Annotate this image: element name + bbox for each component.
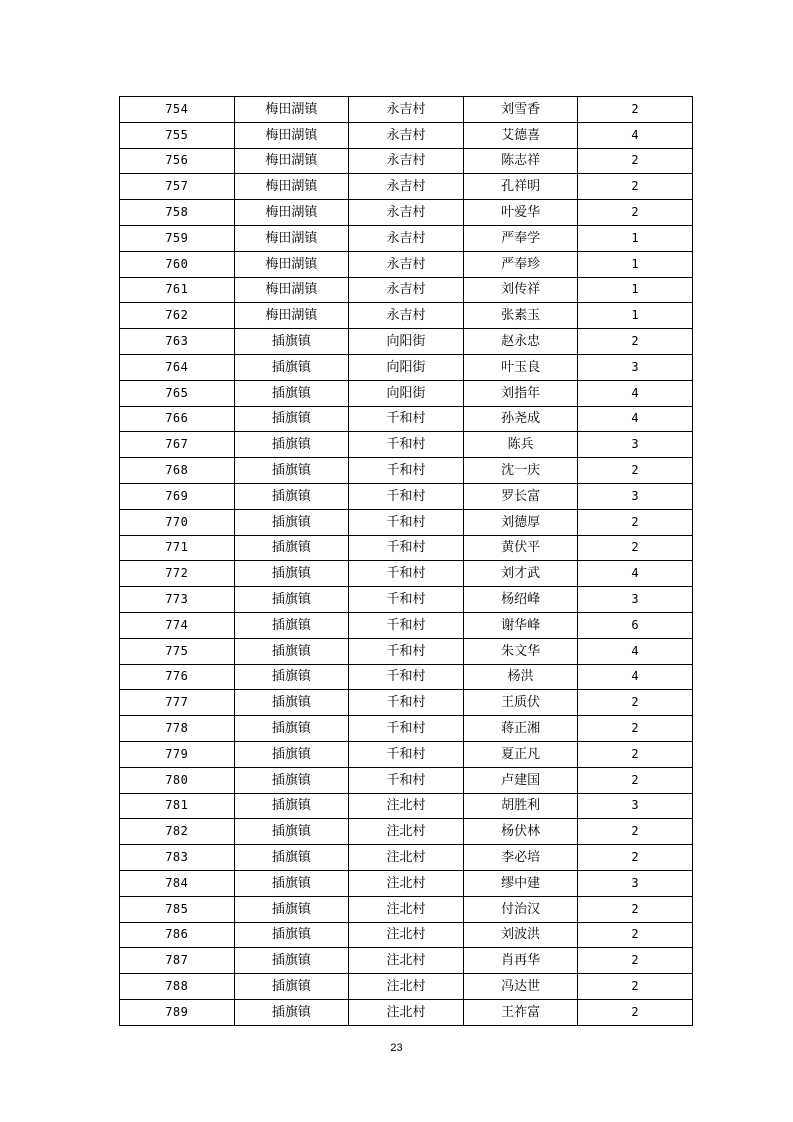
- table-row: [120, 483, 693, 509]
- name-cell: 付治汉: [463, 896, 578, 922]
- table-row: [120, 819, 693, 845]
- name-cell: 沈一庆: [463, 458, 578, 484]
- serial-number-cell: 766: [120, 406, 235, 432]
- count-cell: 4: [578, 122, 693, 148]
- count-cell: 2: [578, 200, 693, 226]
- name-cell: 肖再华: [463, 948, 578, 974]
- town-cell: 梅田湖镇: [234, 122, 349, 148]
- table-row: [120, 793, 693, 819]
- town-cell: 插旗镇: [234, 509, 349, 535]
- village-cell: 注北村: [349, 819, 464, 845]
- count-cell: 2: [578, 690, 693, 716]
- name-cell: 罗长富: [463, 483, 578, 509]
- town-cell: 插旗镇: [234, 767, 349, 793]
- serial-number-cell: 782: [120, 819, 235, 845]
- village-cell: 千和村: [349, 690, 464, 716]
- table-row: [120, 225, 693, 251]
- table-row: [120, 406, 693, 432]
- count-cell: 2: [578, 329, 693, 355]
- count-cell: 4: [578, 561, 693, 587]
- village-cell: 永吉村: [349, 303, 464, 329]
- town-cell: 插旗镇: [234, 793, 349, 819]
- count-cell: 3: [578, 483, 693, 509]
- village-cell: 向阳街: [349, 380, 464, 406]
- town-cell: 插旗镇: [234, 664, 349, 690]
- town-cell: 插旗镇: [234, 974, 349, 1000]
- count-cell: 2: [578, 741, 693, 767]
- count-cell: 2: [578, 922, 693, 948]
- name-cell: 孙尧成: [463, 406, 578, 432]
- count-cell: 2: [578, 845, 693, 871]
- serial-number-cell: 779: [120, 741, 235, 767]
- village-cell: 千和村: [349, 535, 464, 561]
- count-cell: 2: [578, 999, 693, 1025]
- village-cell: 向阳街: [349, 354, 464, 380]
- table-row: [120, 303, 693, 329]
- village-cell: 注北村: [349, 999, 464, 1025]
- table-row: [120, 999, 693, 1025]
- village-cell: 永吉村: [349, 200, 464, 226]
- village-cell: 千和村: [349, 664, 464, 690]
- village-cell: 千和村: [349, 406, 464, 432]
- serial-number-cell: 754: [120, 97, 235, 123]
- name-cell: 叶爱华: [463, 200, 578, 226]
- table-row: [120, 535, 693, 561]
- name-cell: 杨伏林: [463, 819, 578, 845]
- town-cell: 插旗镇: [234, 612, 349, 638]
- serial-number-cell: 788: [120, 974, 235, 1000]
- town-cell: 梅田湖镇: [234, 251, 349, 277]
- serial-number-cell: 759: [120, 225, 235, 251]
- name-cell: 杨洪: [463, 664, 578, 690]
- village-cell: 千和村: [349, 716, 464, 742]
- serial-number-cell: 762: [120, 303, 235, 329]
- village-cell: 千和村: [349, 741, 464, 767]
- village-cell: 注北村: [349, 922, 464, 948]
- name-cell: 刘雪香: [463, 97, 578, 123]
- village-cell: 永吉村: [349, 251, 464, 277]
- table-row: [120, 122, 693, 148]
- town-cell: 插旗镇: [234, 999, 349, 1025]
- serial-number-cell: 773: [120, 587, 235, 613]
- table-row: [120, 690, 693, 716]
- serial-number-cell: 756: [120, 148, 235, 174]
- town-cell: 插旗镇: [234, 406, 349, 432]
- table-row: [120, 974, 693, 1000]
- count-cell: 3: [578, 432, 693, 458]
- name-cell: 张素玉: [463, 303, 578, 329]
- count-cell: 1: [578, 225, 693, 251]
- count-cell: 2: [578, 819, 693, 845]
- serial-number-cell: 772: [120, 561, 235, 587]
- count-cell: 2: [578, 716, 693, 742]
- count-cell: 3: [578, 870, 693, 896]
- table-row: [120, 277, 693, 303]
- village-cell: 注北村: [349, 896, 464, 922]
- village-cell: 永吉村: [349, 225, 464, 251]
- serial-number-cell: 763: [120, 329, 235, 355]
- town-cell: 插旗镇: [234, 432, 349, 458]
- name-cell: 艾德喜: [463, 122, 578, 148]
- name-cell: 李必培: [463, 845, 578, 871]
- count-cell: 1: [578, 251, 693, 277]
- town-cell: 插旗镇: [234, 638, 349, 664]
- village-cell: 注北村: [349, 974, 464, 1000]
- village-cell: 千和村: [349, 767, 464, 793]
- count-cell: 2: [578, 767, 693, 793]
- village-cell: 注北村: [349, 870, 464, 896]
- town-cell: 插旗镇: [234, 716, 349, 742]
- table-row: [120, 664, 693, 690]
- table-row: [120, 148, 693, 174]
- name-cell: 刘德厚: [463, 509, 578, 535]
- serial-number-cell: 785: [120, 896, 235, 922]
- village-cell: 永吉村: [349, 97, 464, 123]
- town-cell: 插旗镇: [234, 458, 349, 484]
- count-cell: 2: [578, 458, 693, 484]
- serial-number-cell: 789: [120, 999, 235, 1025]
- count-cell: 2: [578, 174, 693, 200]
- table-row: [120, 845, 693, 871]
- serial-number-cell: 757: [120, 174, 235, 200]
- serial-number-cell: 770: [120, 509, 235, 535]
- table-row: [120, 329, 693, 355]
- name-cell: 胡胜利: [463, 793, 578, 819]
- count-cell: 4: [578, 664, 693, 690]
- serial-number-cell: 775: [120, 638, 235, 664]
- town-cell: 插旗镇: [234, 587, 349, 613]
- table-row: [120, 587, 693, 613]
- name-cell: 陈志祥: [463, 148, 578, 174]
- count-cell: 4: [578, 638, 693, 664]
- count-cell: 2: [578, 535, 693, 561]
- table-row: [120, 380, 693, 406]
- town-cell: 插旗镇: [234, 690, 349, 716]
- name-cell: 严奉学: [463, 225, 578, 251]
- town-cell: 插旗镇: [234, 819, 349, 845]
- village-cell: 注北村: [349, 845, 464, 871]
- town-cell: 插旗镇: [234, 561, 349, 587]
- table-row: [120, 251, 693, 277]
- town-cell: 插旗镇: [234, 483, 349, 509]
- name-cell: 赵永忠: [463, 329, 578, 355]
- name-cell: 蒋正湘: [463, 716, 578, 742]
- town-cell: 梅田湖镇: [234, 303, 349, 329]
- page-number: 23: [390, 1042, 403, 1054]
- count-cell: 2: [578, 974, 693, 1000]
- name-cell: 缪中建: [463, 870, 578, 896]
- count-cell: 4: [578, 406, 693, 432]
- town-cell: 插旗镇: [234, 329, 349, 355]
- records-table: [119, 96, 693, 1026]
- village-cell: 永吉村: [349, 148, 464, 174]
- count-cell: 3: [578, 587, 693, 613]
- table-row: [120, 896, 693, 922]
- town-cell: 梅田湖镇: [234, 97, 349, 123]
- town-cell: 插旗镇: [234, 741, 349, 767]
- serial-number-cell: 768: [120, 458, 235, 484]
- village-cell: 千和村: [349, 561, 464, 587]
- town-cell: 插旗镇: [234, 948, 349, 974]
- town-cell: 梅田湖镇: [234, 277, 349, 303]
- serial-number-cell: 780: [120, 767, 235, 793]
- table-row: [120, 509, 693, 535]
- village-cell: 永吉村: [349, 174, 464, 200]
- name-cell: 孔祥明: [463, 174, 578, 200]
- serial-number-cell: 776: [120, 664, 235, 690]
- name-cell: 夏正凡: [463, 741, 578, 767]
- serial-number-cell: 777: [120, 690, 235, 716]
- serial-number-cell: 787: [120, 948, 235, 974]
- village-cell: 千和村: [349, 509, 464, 535]
- serial-number-cell: 783: [120, 845, 235, 871]
- village-cell: 千和村: [349, 483, 464, 509]
- name-cell: 卢建国: [463, 767, 578, 793]
- table-row: [120, 870, 693, 896]
- table-row: [120, 97, 693, 123]
- serial-number-cell: 769: [120, 483, 235, 509]
- serial-number-cell: 760: [120, 251, 235, 277]
- village-cell: 向阳街: [349, 329, 464, 355]
- table-row: [120, 200, 693, 226]
- name-cell: 刘波洪: [463, 922, 578, 948]
- count-cell: 2: [578, 948, 693, 974]
- count-cell: 2: [578, 97, 693, 123]
- name-cell: 刘传祥: [463, 277, 578, 303]
- serial-number-cell: 786: [120, 922, 235, 948]
- table-row: [120, 922, 693, 948]
- table-row: [120, 638, 693, 664]
- serial-number-cell: 765: [120, 380, 235, 406]
- table-row: [120, 432, 693, 458]
- serial-number-cell: 761: [120, 277, 235, 303]
- name-cell: 陈兵: [463, 432, 578, 458]
- count-cell: 4: [578, 380, 693, 406]
- name-cell: 严奉珍: [463, 251, 578, 277]
- name-cell: 朱文华: [463, 638, 578, 664]
- count-cell: 1: [578, 277, 693, 303]
- table-row: [120, 948, 693, 974]
- town-cell: 插旗镇: [234, 870, 349, 896]
- serial-number-cell: 781: [120, 793, 235, 819]
- count-cell: 2: [578, 896, 693, 922]
- count-cell: 2: [578, 509, 693, 535]
- serial-number-cell: 778: [120, 716, 235, 742]
- table-row: [120, 741, 693, 767]
- village-cell: 千和村: [349, 612, 464, 638]
- name-cell: 谢华峰: [463, 612, 578, 638]
- town-cell: 插旗镇: [234, 896, 349, 922]
- count-cell: 1: [578, 303, 693, 329]
- town-cell: 梅田湖镇: [234, 225, 349, 251]
- serial-number-cell: 758: [120, 200, 235, 226]
- count-cell: 2: [578, 148, 693, 174]
- village-cell: 千和村: [349, 458, 464, 484]
- name-cell: 杨绍峰: [463, 587, 578, 613]
- records-table-body: [120, 97, 693, 1026]
- serial-number-cell: 767: [120, 432, 235, 458]
- name-cell: 冯达世: [463, 974, 578, 1000]
- table-row: [120, 458, 693, 484]
- village-cell: 千和村: [349, 638, 464, 664]
- name-cell: 王质伏: [463, 690, 578, 716]
- table-row: [120, 174, 693, 200]
- name-cell: 黄伏平: [463, 535, 578, 561]
- town-cell: 插旗镇: [234, 922, 349, 948]
- serial-number-cell: 784: [120, 870, 235, 896]
- table-row: [120, 354, 693, 380]
- serial-number-cell: 771: [120, 535, 235, 561]
- serial-number-cell: 764: [120, 354, 235, 380]
- town-cell: 梅田湖镇: [234, 148, 349, 174]
- serial-number-cell: 755: [120, 122, 235, 148]
- village-cell: 千和村: [349, 587, 464, 613]
- town-cell: 插旗镇: [234, 380, 349, 406]
- table-row: [120, 716, 693, 742]
- town-cell: 插旗镇: [234, 845, 349, 871]
- village-cell: 注北村: [349, 793, 464, 819]
- village-cell: 永吉村: [349, 122, 464, 148]
- count-cell: 3: [578, 793, 693, 819]
- name-cell: 刘指年: [463, 380, 578, 406]
- town-cell: 插旗镇: [234, 535, 349, 561]
- table-row: [120, 767, 693, 793]
- town-cell: 梅田湖镇: [234, 200, 349, 226]
- village-cell: 永吉村: [349, 277, 464, 303]
- name-cell: 王祚富: [463, 999, 578, 1025]
- serial-number-cell: 774: [120, 612, 235, 638]
- village-cell: 注北村: [349, 948, 464, 974]
- village-cell: 千和村: [349, 432, 464, 458]
- table-row: [120, 612, 693, 638]
- table-row: [120, 561, 693, 587]
- name-cell: 叶玉良: [463, 354, 578, 380]
- name-cell: 刘才武: [463, 561, 578, 587]
- count-cell: 6: [578, 612, 693, 638]
- town-cell: 插旗镇: [234, 354, 349, 380]
- town-cell: 梅田湖镇: [234, 174, 349, 200]
- count-cell: 3: [578, 354, 693, 380]
